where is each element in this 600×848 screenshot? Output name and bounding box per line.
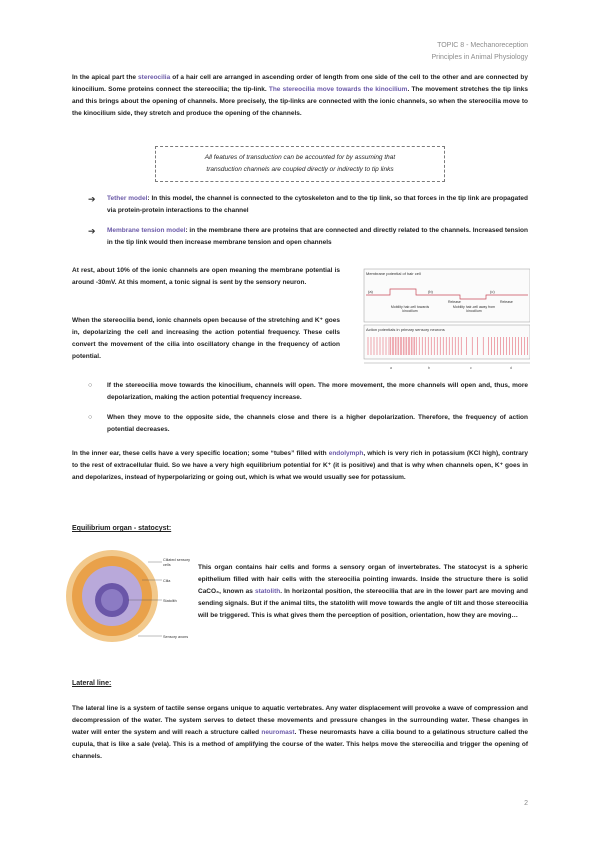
movement-label-1: Mobility hair-cell towards kinocilium [390,305,430,313]
statocyst-paragraph: This organ contains hair cells and forms a sensory organ of invertebrates. The statocyst is a spheric epithelium filled with hair cells with the stereocilia pointing inwards. Inside the structure there is solid CaCO₃, known as statolith. In horizontal position, the stereocilia that are in the lower part are moving and sending signals. But if the animal tilts, the statolith will move towards the angle of tilt and those stereocilia will be triggered. This is what gives them the perception of position, orientation, how they are moving… [198,564,528,619]
bend-paragraph: When the stereocilia bend, ionic channels open because of the stretching and K⁺ goes in, depolarizing the cell and increasing the action potential frequency. These cells convert the movement of the cilia into oscillatory change in the frequency of action potential. [72,317,340,360]
arrow-bullet-icon: ➔ [88,194,96,204]
tick-a: a [390,366,392,370]
bottom-panel-title: Action potentials in primary sensory neurons [366,327,445,332]
term-statolith: statolith [254,588,281,595]
membrane-model-term: Membrane tension model [107,227,186,234]
label-c: (c) [490,289,495,294]
circle-bullet-icon: ○ [88,414,93,421]
quote-line-1: All features of transduction can be accounted for by assuming that [204,154,396,161]
header-topic: TOPIC 8 - Mechanoreception [437,42,528,49]
release-label-1: Release [448,300,461,304]
release-label-2: Release [500,300,513,304]
page-number: 2 [524,800,528,807]
inner-ear-paragraph: In the inner ear, these cells have a very specific location; some “tubes” filled with endolymph, which is very rich in potassium (KCl high), contrary to the rest of extracellular fluid. So we have a very high equilibrium potential for K⁺ (it is positive) and that is why when channels open, K⁺ goes in and depolarizes, instead of hyperpolarizing or going out, which is what we would usually see for potassium. [72,450,528,481]
fig-label-cilia: Cilia [163,579,171,583]
fig-label-cells-wrap [163,558,194,572]
bullet-open-channels: If the stereocilia move towards the kinocilium, channels will open. The more movement, the more channels will open and, thus, more depolarization, making the action potential frequency increase. [107,382,528,401]
intro-paragraph: In the apical part the stereocilia of a hair cell are arranged in ascending order of length from one side of the cell to the other and are connected by kinocilium. Some proteins connect the stereocilia; the tip-link. The stereocilia move towards the kinocilium. The movement stretches the tip links and this brings about the opening of channels. More precisely, the tip-links are connected with the ionic channels, so when the stereocilia move to the kinocilium side, they stretch and produce the opening of the channels. [72,74,528,117]
tick-b: b [428,366,430,370]
term-move-kinocilium: The stereocilia move towards the kinocilium [268,86,408,93]
tick-d: d [510,366,512,370]
statolith-core [101,589,123,611]
tick-c: c [470,366,472,370]
statocyst-heading: Equilibrium organ - statocyst: [72,525,172,532]
movement-label-1-wrap [388,305,432,319]
tether-model-item: Tether model: In this model, the channel is connected to the cytoskeleton and to the tip link, so that forces in the tip link are propagated via protein-protein interactions to the channel [107,195,528,214]
hair-cell-potential-figure [350,265,530,371]
term-endolymph: endolymph [328,450,364,457]
fig-label-cells: Ciliated sensory cells [163,558,191,567]
membrane-model-item: Membrane tension model: in the membrane there are proteins that are connected and directly related to the channels. Increased tension in the tip link would then increase membrane tension and open channels [107,227,528,246]
quote-line-2: transduction channels are coupled directly or indirectly to tip links [206,166,394,173]
label-b: (b) [428,289,433,294]
tether-model-term: Tether model [107,195,148,202]
running-header [432,40,529,64]
circle-bullet-icon: ○ [88,382,93,389]
label-a: (a) [368,289,373,294]
statocyst-figure [62,548,194,644]
movement-label-2: Mobility hair-cell away from kinocilium [452,305,496,313]
arrow-bullet-icon: ➔ [88,226,96,236]
fig-label-axons: Sensory axons [163,635,189,639]
term-stereocilia: stereocilia [138,74,171,81]
lateral-line-paragraph: The lateral line is a system of tactile sense organs unique to aquatic vertebrates. Any water displacement will provoke a wave of compression and decompression of the water. The system serves to detect these movements and pressure changes in the surrounding water. These changes in water will enter the system and will reach a structure called neuromast. These neuromasts have a cilia bound to a gelatinous structure called the cupula, that is like a sale (vela). This is a method of amplifying the course of the water. This helps move the stereocilia and trigger the opening of channels. [72,705,528,760]
lateral-line-heading: Lateral line: [72,680,112,687]
movement-label-2-wrap [452,305,496,319]
bullet-close-channels: When they move to the opposite side, the channels close and there is a higher depolarization. Therefore, the frequency of action potential decreases. [107,414,528,433]
quote-box [155,146,445,182]
header-course: Principles in Animal Physiology [431,54,528,61]
rest-paragraph: At rest, about 10% of the ionic channels are open meaning the membrane potential is around -30mV. At this moment, a tonic signal is sent by the sensory neuron. [72,267,340,286]
top-panel-title: Membrane potential of hair cell [366,271,421,276]
fig-label-statolith: Statolith [163,599,177,603]
term-neuromast: neuromast [261,729,295,736]
